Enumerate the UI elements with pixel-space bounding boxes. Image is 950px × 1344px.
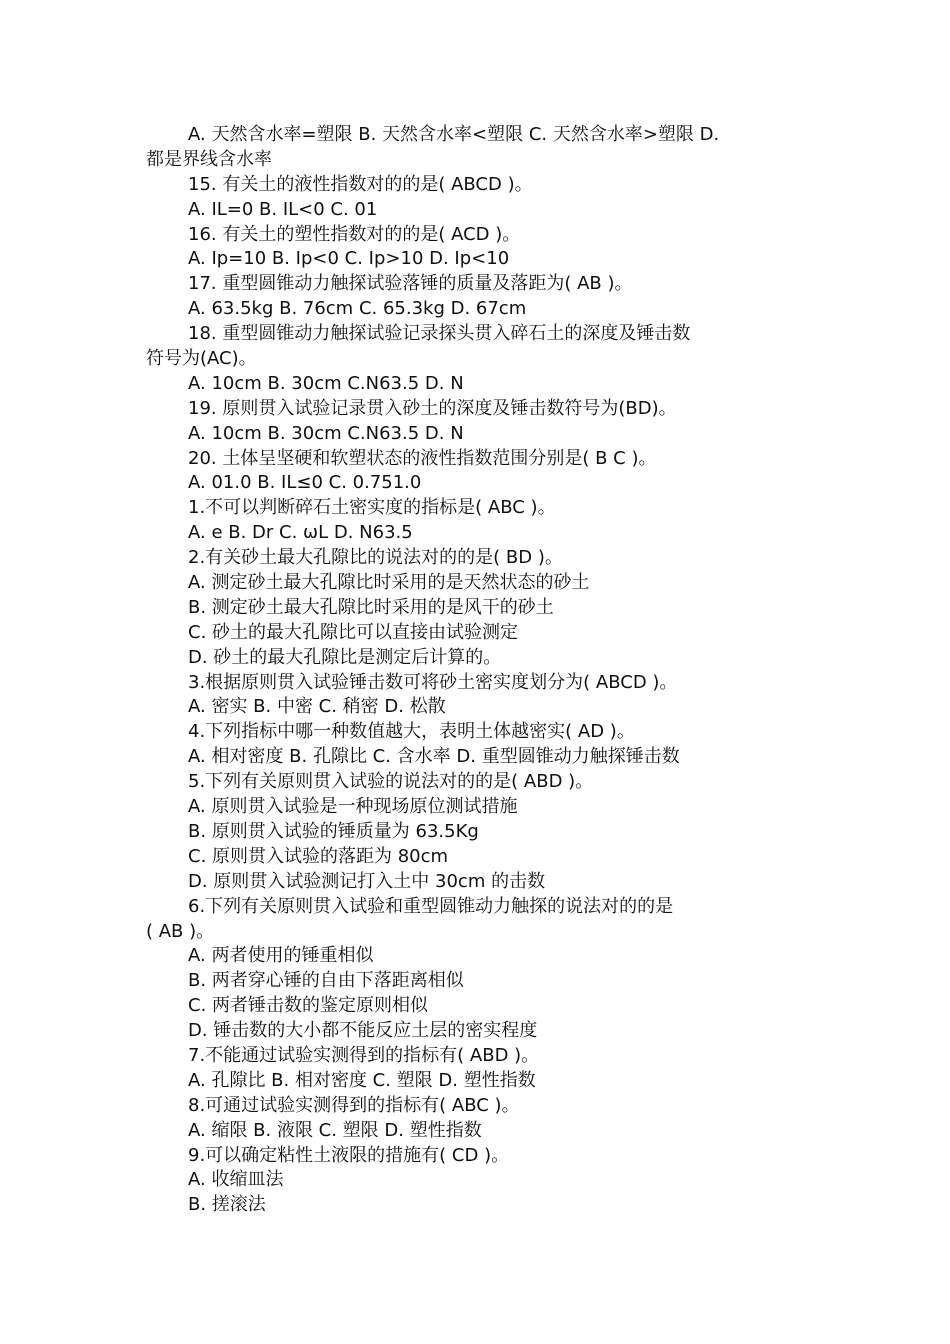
text-line: 17. 重型圆锥动力触探试验落锤的质量及落距为( AB )。 <box>188 273 633 295</box>
text-line: D. 原则贯入试验测记打入土中 30cm 的击数 <box>188 870 546 892</box>
text-line: A. 相对密度 B. 孔隙比 C. 含水率 D. 重型圆锥动力触探锤击数 <box>188 746 680 768</box>
text-line: C. 砂土的最大孔隙比可以直接由试验测定 <box>188 621 519 643</box>
text-line: 4.下列指标中哪一种数值越大，表明土体越密实( AD )。 <box>188 721 635 743</box>
text-line: A. Ip=10 B. Ip<0 C. Ip>10 D. Ip<10 <box>188 248 510 270</box>
text-line: A. 63.5kg B. 76cm C. 65.3kg D. 67cm <box>188 298 527 320</box>
text-line: A. 10cm B. 30cm C.N63.5 D. N <box>188 422 464 444</box>
text-line: 20. 土体呈坚硬和软塑状态的液性指数范围分别是( B C )。 <box>188 447 657 469</box>
text-line: 8.可通过试验实测得到的指标有( ABC )。 <box>188 1094 520 1116</box>
text-line: 16. 有关土的塑性指数对的的是( ACD )。 <box>188 223 521 245</box>
text-line: ( AB )。 <box>146 920 215 942</box>
text-line: A. 测定砂土最大孔隙比时采用的是天然状态的砂土 <box>188 572 590 594</box>
text-line: A. 10cm B. 30cm C.N63.5 D. N <box>188 372 464 394</box>
text-line: A. 01.0 B. IL≤0 C. 0.751.0 <box>188 472 422 494</box>
text-line: D. 砂土的最大孔隙比是测定后计算的。 <box>188 646 502 668</box>
text-line: 符号为(AC)。 <box>146 348 257 370</box>
text-line: 1.不可以判断碎石土密实度的指标是( ABC )。 <box>188 497 556 519</box>
text-line: B. 测定砂土最大孔隙比时采用的是风干的砂土 <box>188 596 554 618</box>
text-line: A. IL=0 B. IL<0 C. 01 <box>188 198 378 220</box>
text-line: A. 收缩皿法 <box>188 1169 284 1191</box>
text-line: C. 两者锤击数的鉴定原则相似 <box>188 995 429 1017</box>
text-line: A. 密实 B. 中密 C. 稍密 D. 松散 <box>188 696 446 718</box>
text-line: A. e B. Dr C. ωL D. N63.5 <box>188 522 413 544</box>
text-line: 都是界线含水率 <box>146 148 272 170</box>
text-line: B. 原则贯入试验的锤质量为 63.5Kg <box>188 820 479 842</box>
text-line: 5.下列有关原则贯入试验的说法对的的是( ABD )。 <box>188 771 594 793</box>
text-line: 6.下列有关原则贯入试验和重型圆锥动力触探的说法对的的是 <box>188 895 674 917</box>
text-line: 3.根据原则贯入试验锤击数可将砂土密实度划分为( ABCD )。 <box>188 671 678 693</box>
text-line: A. 原则贯入试验是一种现场原位测试措施 <box>188 796 518 818</box>
text-line: 9.可以确定粘性土液限的措施有( CD )。 <box>188 1144 510 1166</box>
text-line: 2.有关砂土最大孔隙比的说法对的的是( BD )。 <box>188 547 563 569</box>
text-line: A. 孔隙比 B. 相对密度 C. 塑限 D. 塑性指数 <box>188 1069 536 1091</box>
text-line: A. 天然含水率=塑限 B. 天然含水率<塑限 C. 天然含水率>塑限 D. <box>188 124 720 145</box>
text-line: C. 原则贯入试验的落距为 80cm <box>188 845 449 867</box>
text-line: A. 缩限 B. 液限 C. 塑限 D. 塑性指数 <box>188 1119 482 1141</box>
text-line: B. 两者穿心锤的自由下落距离相似 <box>188 970 464 992</box>
text-line: A. 两者使用的锤重相似 <box>188 945 374 967</box>
text-line: 18. 重型圆锥动力触探试验记录探头贯入碎石土的深度及锤击数 <box>188 323 691 345</box>
text-line: 19. 原则贯入试验记录贯入砂土的深度及锤击数符号为(BD)。 <box>188 397 677 419</box>
text-line: B. 搓滚法 <box>188 1194 266 1216</box>
text-line: 15. 有关土的液性指数对的的是( ABCD )。 <box>188 173 533 195</box>
text-line: 7.不能通过试验实测得到的指标有( ABD )。 <box>188 1044 540 1066</box>
document-body <box>146 123 810 1218</box>
text-line: D. 锤击数的大小都不能反应土层的密实程度 <box>188 1020 538 1042</box>
